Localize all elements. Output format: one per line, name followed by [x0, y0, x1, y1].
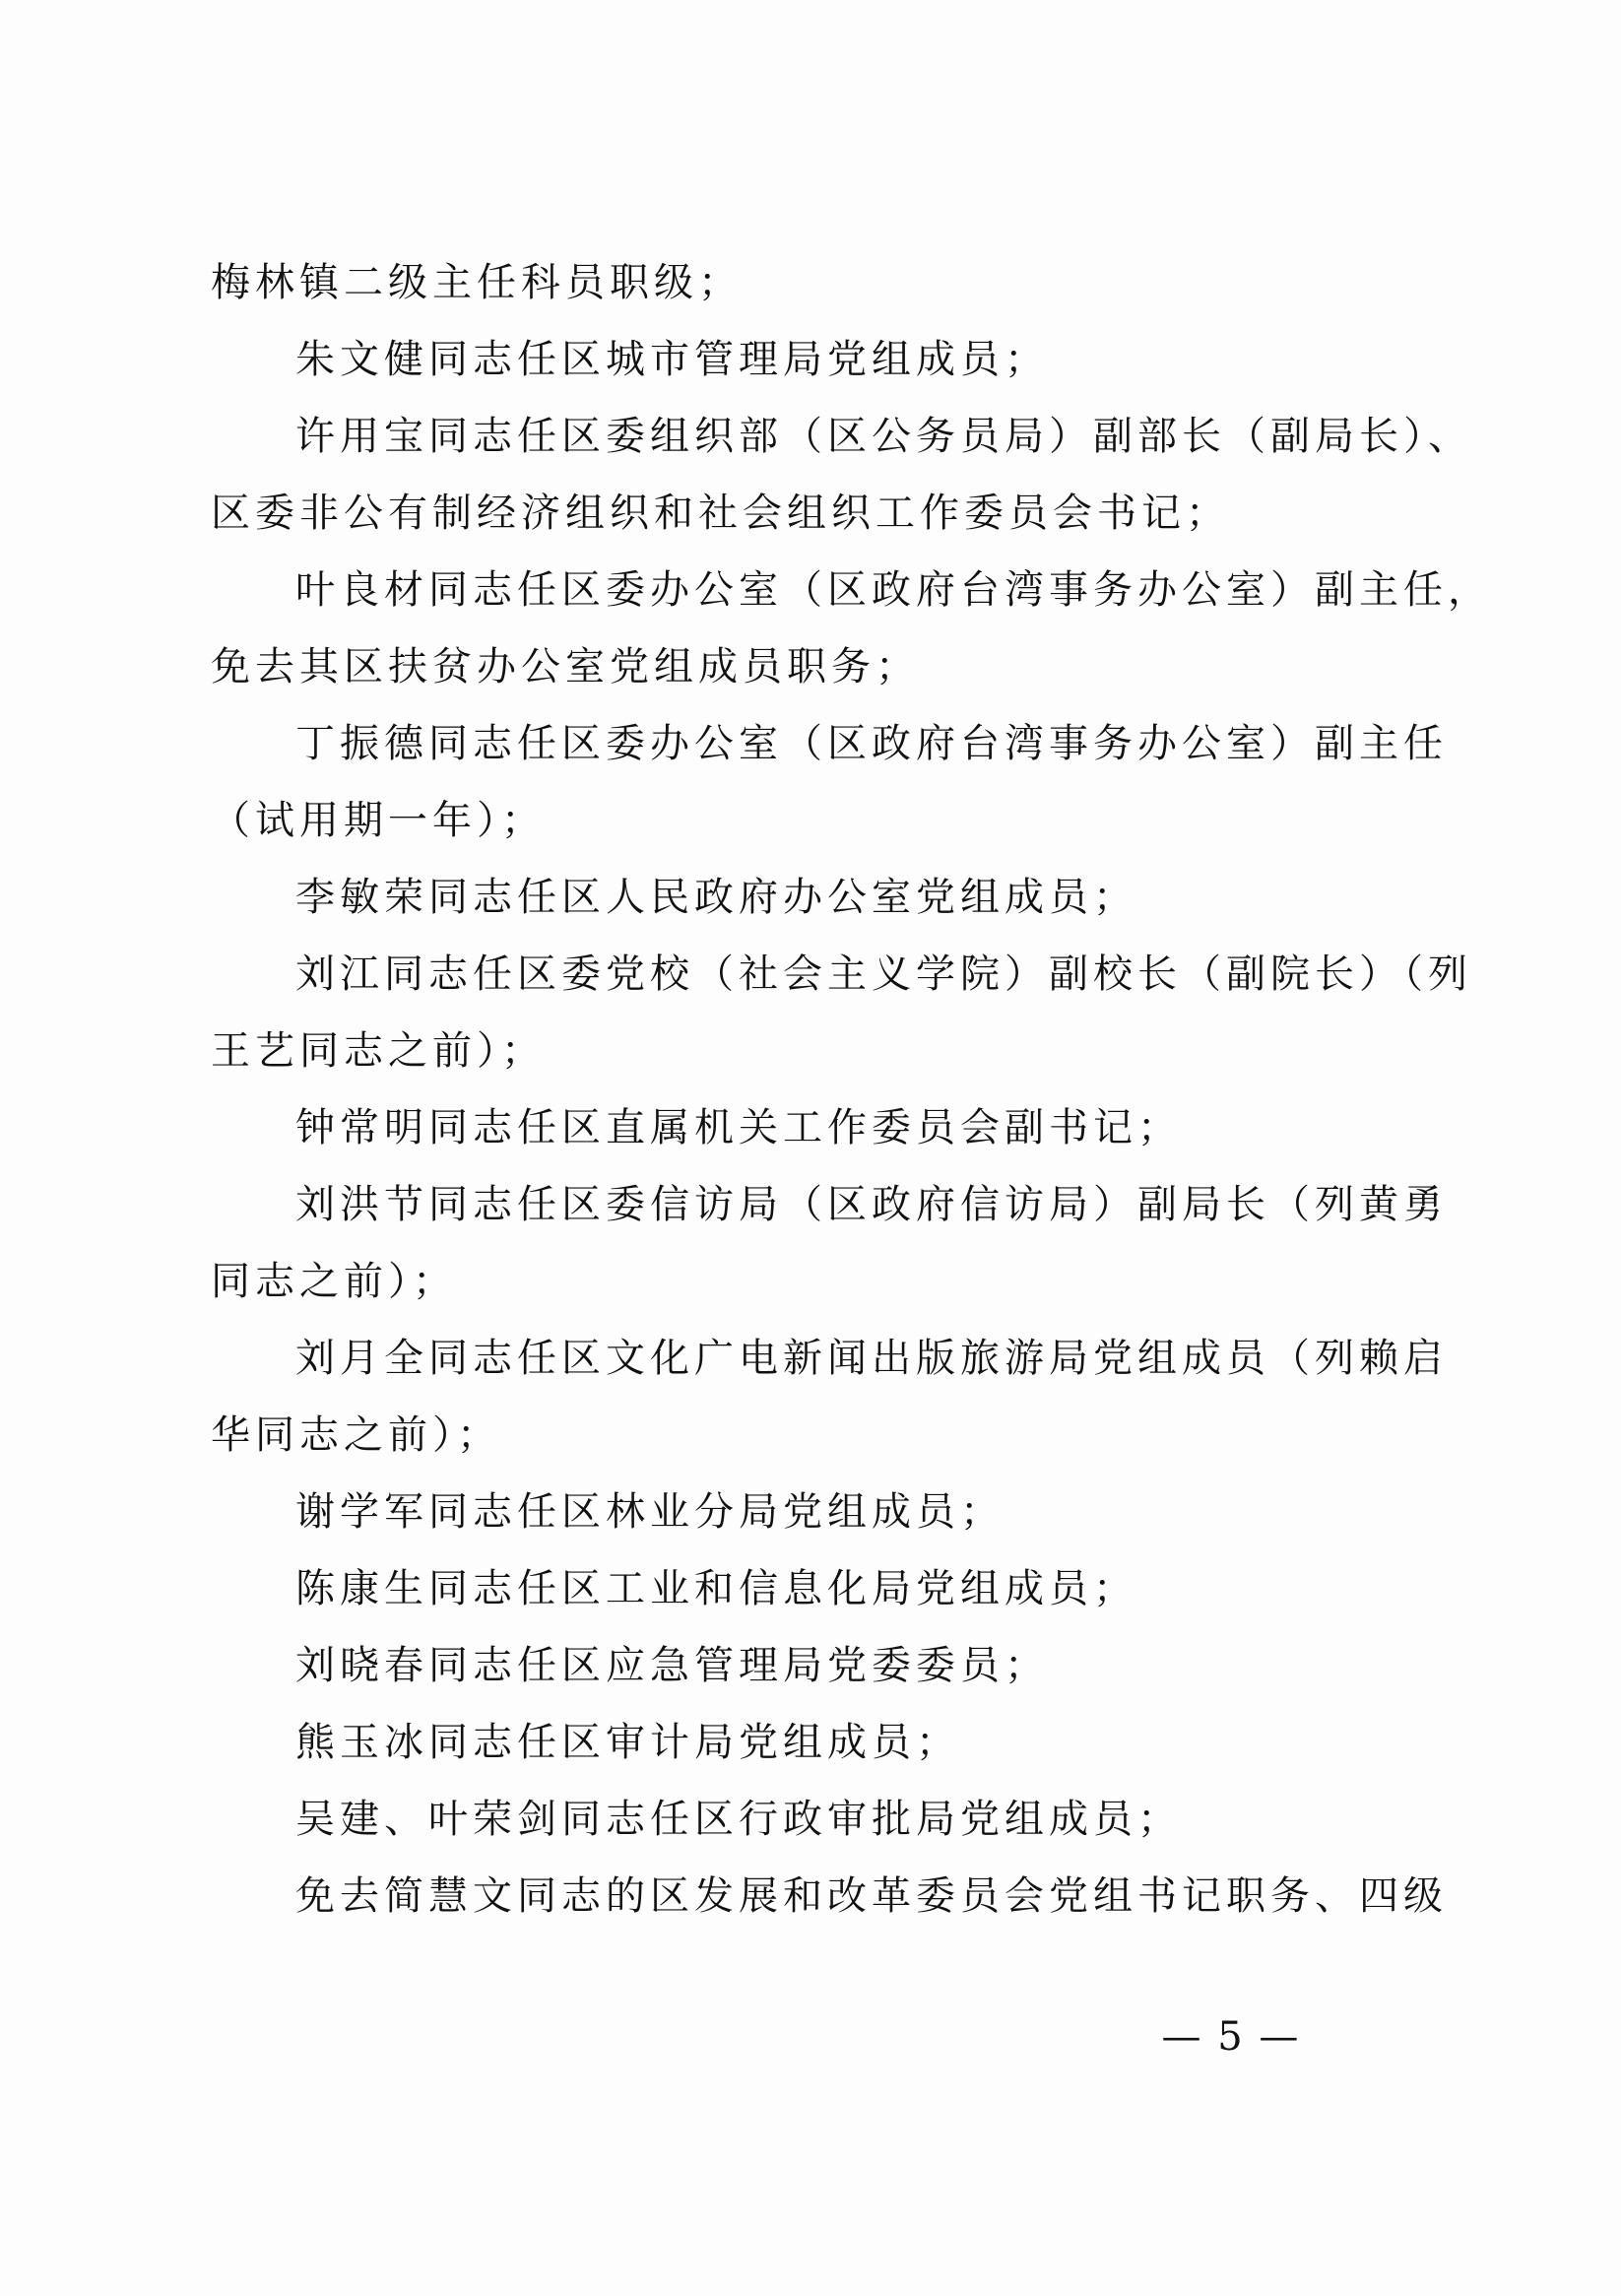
text-line: 刘晓春同志任区应急管理局党委委员； — [295, 1643, 1049, 1688]
text-line: 免去其区扶贫办公室党组成员职务； — [211, 644, 920, 689]
text-line: 刘月全同志任区文化广电新闻出版旅游局党组成员（列赖启 — [295, 1336, 1448, 1381]
text-line: （试用期一年）； — [211, 798, 546, 843]
text-line: 梅林镇二级主任科员职级； — [211, 260, 743, 305]
text-line: 朱文健同志任区城市管理局党组成员； — [295, 337, 1049, 382]
text-line: 免去简慧文同志的区发展和改革委员会党组书记职务、四级 — [295, 1873, 1448, 1919]
text-line: 许用宝同志任区委组织部（区公务员局）副部长（副局长）、 — [295, 414, 1472, 459]
document-body — [211, 244, 1492, 1935]
text-line: 刘洪节同志任区委信访局（区政府信访局）副局长（列黄勇 — [295, 1182, 1448, 1227]
text-line: 刘江同志任区委党校（社会主义学院）副校长（副院长）（列 — [295, 951, 1472, 997]
text-line: 熊玉冰同志任区审计局党组成员； — [295, 1720, 960, 1765]
text-line: 叶良材同志任区委办公室（区政府台湾事务办公室）副主任， — [295, 567, 1492, 613]
text-line: 李敏荣同志任区人民政府办公室党组成员； — [295, 875, 1137, 920]
page-number: — 5 — — [1161, 2014, 1301, 2060]
text-line: 王艺同志之前）； — [211, 1028, 546, 1074]
text-line: 谢学军同志任区林业分局党组成员； — [295, 1489, 1005, 1535]
text-line: 丁振德同志任区委办公室（区政府台湾事务办公室）副主任 — [295, 721, 1448, 766]
text-line: 吴建、叶荣剑同志任区行政审批局党组成员； — [295, 1797, 1182, 1842]
text-line: 同志之前）； — [211, 1259, 457, 1304]
text-line: 华同志之前）； — [211, 1412, 501, 1458]
text-line: 陈康生同志任区工业和信息化局党组成员； — [295, 1566, 1137, 1611]
text-line: 钟常明同志任区直属机关工作委员会副书记； — [295, 1105, 1182, 1150]
text-line: 区委非公有制经济组织和社会组织工作委员会书记； — [211, 491, 1230, 536]
